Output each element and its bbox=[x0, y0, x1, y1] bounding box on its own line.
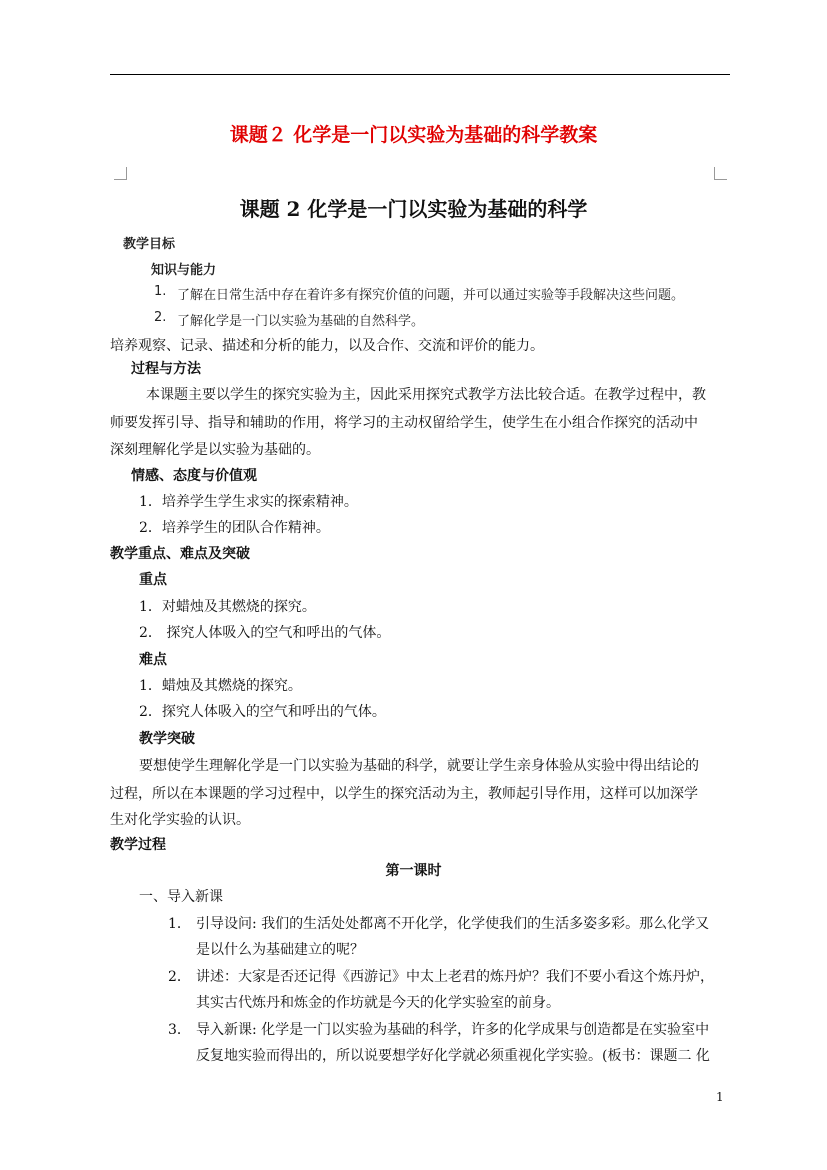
process-method-line-1: 本课题主要以学生的探究实验为主，因此采用探究式教学方法比较合适。在教学过程中，教 bbox=[146, 387, 706, 403]
process-method-heading: 过程与方法 bbox=[131, 361, 201, 377]
breakthrough-line-1: 要想使学生理解化学是一门以实验为基础的科学，就要让学生亲身体验从实验中得出结论的 bbox=[139, 758, 699, 774]
goal-item-2-number: 2. bbox=[154, 310, 167, 325]
ability-line: 培养观察、记录、描述和分析的能力，以及合作、交流和评价的能力。 bbox=[110, 338, 544, 354]
key-item-2: 2． 探究人体吸入的空气和呼出的气体。 bbox=[139, 625, 391, 641]
process-method-line-2: 师要发挥引导、指导和辅助的作用，将学习的主动权留给学生，使学生在小组合作探究的活动中 bbox=[110, 415, 698, 431]
difficult-item-1: 1．蜡烛及其燃烧的探究。 bbox=[139, 678, 302, 694]
teaching-process-heading: 教学过程 bbox=[110, 837, 166, 853]
step-1-line-1: 引导设问: 我们的生活处处都离不开化学，化学使我们的生活多姿多彩。那么化学又 bbox=[196, 916, 710, 932]
header-rule bbox=[110, 74, 730, 75]
emotion-item-2: 2．培养学生的团队合作精神。 bbox=[139, 520, 330, 536]
key-item-1: 1．对蜡烛及其燃烧的探究。 bbox=[139, 599, 316, 615]
breakthrough-heading: 教学突破 bbox=[139, 731, 195, 747]
embedded-image-title: 课题 2 化学是一门以实验为基础的科学 bbox=[239, 197, 588, 221]
document-title: 课题２ 化学是一门以实验为基础的科学教案 bbox=[229, 124, 598, 146]
key-difficult-heading: 教学重点、难点及突破 bbox=[110, 546, 250, 562]
crop-mark-right bbox=[714, 167, 727, 180]
step-3-line-1: 导入新课: 化学是一门以实验为基础的科学，许多的化学成果与创造都是在实验室中 bbox=[196, 1022, 710, 1038]
breakthrough-line-3: 生对化学实验的认识。 bbox=[110, 812, 250, 828]
step-3-number: 3． bbox=[168, 1022, 191, 1038]
key-heading: 重点 bbox=[139, 572, 167, 588]
emotion-item-1: 1．培养学生学生求实的探索精神。 bbox=[139, 494, 358, 510]
goal-item-1-number: 1. bbox=[154, 284, 167, 299]
step-3-line-2: 反复地实验而得出的，所以说要想学好化学就必须重视化学实验。(板书：课题二 化 bbox=[196, 1048, 710, 1064]
goal-item-1-text: 了解在日常生活中存在着许多有探究价值的问题，并可以通过实验等手段解决这些问题。 bbox=[177, 288, 685, 303]
process-method-line-3: 深刻理解化学是以实验为基础的。 bbox=[110, 442, 320, 458]
crop-mark-left bbox=[114, 167, 127, 180]
page-number: 1 bbox=[716, 1090, 724, 1104]
goal-item-2-text: 了解化学是一门以实验为基础的自然科学。 bbox=[177, 314, 425, 329]
emotion-heading: 情感、态度与价值观 bbox=[131, 468, 257, 484]
breakthrough-line-2: 过程，所以在本课题的学习过程中，以学生的探究活动为主，教师起引导作用，这样可以加深学 bbox=[110, 786, 698, 802]
intro-heading: 一、导入新课 bbox=[139, 889, 223, 905]
first-period-heading: 第一课时 bbox=[385, 863, 442, 879]
teaching-goal-heading: 教学目标 bbox=[123, 237, 176, 252]
difficult-heading: 难点 bbox=[139, 652, 167, 668]
difficult-item-2: 2．探究人体吸入的空气和呼出的气体。 bbox=[139, 704, 386, 720]
step-2-line-2: 其实古代炼丹和炼金的作坊就是今天的化学实验室的前身。 bbox=[196, 995, 560, 1011]
step-1-number: 1． bbox=[168, 916, 191, 932]
step-2-number: 2． bbox=[168, 969, 191, 985]
knowledge-ability-heading: 知识与能力 bbox=[151, 263, 217, 278]
step-2-line-1: 讲述：大家是否还记得《西游记》中太上老君的炼丹炉？我们不要小看这个炼丹炉， bbox=[196, 969, 714, 985]
step-1-line-2: 是以什么为基础建立的呢？ bbox=[196, 942, 364, 958]
